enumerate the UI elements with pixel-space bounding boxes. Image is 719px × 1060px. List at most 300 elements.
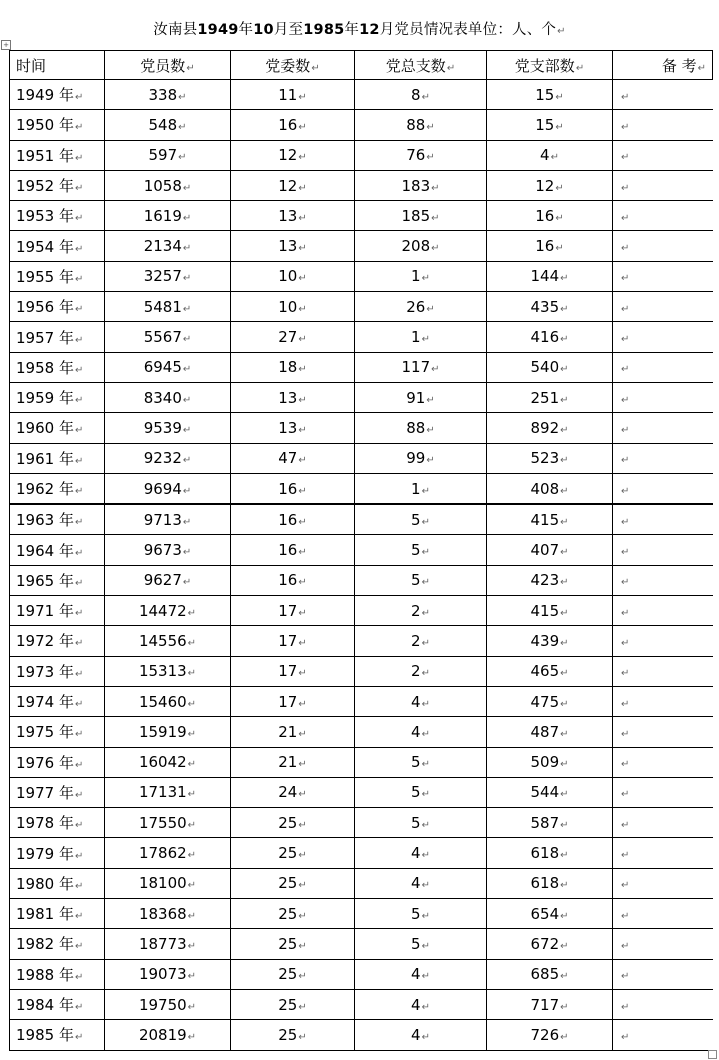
paragraph-mark-icon: ↵ [560,303,569,315]
paragraph-mark-icon: ↵ [298,668,307,680]
paragraph-mark-icon: ↵ [421,577,430,589]
cell-general-branches[interactable]: 4↵ [355,868,487,898]
cell-members[interactable]: 16042↵ [105,747,231,777]
cell-year[interactable]: 1977 年↵ [10,777,105,807]
paragraph-mark-icon: ↵ [74,1032,84,1044]
cell-committees[interactable]: 25↵ [231,989,355,1019]
paragraph-mark-icon: ↵ [421,547,430,559]
cell-members[interactable]: 9673↵ [105,535,231,565]
cell-general-branches[interactable]: 26↵ [355,292,487,322]
cell-members[interactable]: 9627↵ [105,565,231,595]
paragraph-mark-icon: ↵ [560,728,569,740]
paragraph-mark-icon: ↵ [178,121,187,133]
cell-general-branches[interactable]: 5↵ [355,565,487,595]
cell-committees[interactable]: 12↵ [231,140,355,170]
cell-members[interactable]: 14472↵ [105,596,231,626]
paragraph-mark-icon: ↵ [621,728,630,740]
cell-year[interactable]: 1978 年↵ [10,808,105,838]
cell-committees[interactable]: 10↵ [231,261,355,291]
paragraph-mark-icon: ↵ [178,152,187,164]
cell-general-branches[interactable]: 4↵ [355,959,487,989]
paragraph-mark-icon: ↵ [421,485,430,497]
cell-committees[interactable]: 17↵ [231,656,355,686]
cell-committees[interactable]: 17↵ [231,596,355,626]
cell-general-branches[interactable]: 1↵ [355,473,487,504]
cell-members[interactable]: 20819↵ [105,1020,231,1050]
cell-remarks[interactable] [613,899,713,929]
paragraph-mark-icon: ↵ [555,243,564,255]
cell-branches[interactable]: 654↵ [487,899,613,929]
cell-members[interactable]: 338↵ [105,80,231,110]
table-row [10,626,713,656]
cell-remarks[interactable] [613,443,713,473]
cell-members[interactable]: 9694↵ [105,473,231,504]
paragraph-mark-icon: ↵ [421,789,430,801]
paragraph-mark-icon: ↵ [74,668,84,680]
paragraph-mark-icon: ↵ [560,910,569,922]
cell-branches[interactable]: 415↵ [487,596,613,626]
cell-remarks[interactable] [613,413,713,443]
cell-remarks[interactable] [613,656,713,686]
cell-general-branches[interactable]: 183↵ [355,170,487,200]
paragraph-mark-icon: ↵ [298,394,307,406]
cell-general-branches[interactable]: 8↵ [355,80,487,110]
cell-year[interactable]: 1981 年↵ [10,899,105,929]
cell-branches[interactable]: 618↵ [487,868,613,898]
table-resize-handle-icon[interactable] [708,1050,717,1059]
paragraph-mark-icon: ↵ [621,212,630,224]
paragraph-mark-icon: ↵ [178,91,187,103]
cell-members[interactable]: 18100↵ [105,868,231,898]
paragraph-mark-icon: ↵ [187,789,197,801]
cell-year[interactable]: 1980 年↵ [10,868,105,898]
paragraph-mark-icon: ↵ [74,183,84,195]
cell-remarks[interactable] [613,838,713,868]
cell-year[interactable]: 1971 年↵ [10,596,105,626]
paragraph-mark-icon: ↵ [426,121,435,133]
cell-branches[interactable]: 12↵ [487,170,613,200]
title-year-char1: 年 [238,22,254,38]
cell-year[interactable]: 1975 年↵ [10,717,105,747]
table-header-row [10,51,713,80]
title-unit: 单位：人、个 [467,22,557,38]
cell-remarks[interactable] [613,626,713,656]
paragraph-mark-icon: ↵ [182,334,192,346]
paragraph-mark-icon: ↵ [187,850,197,862]
cell-general-branches[interactable]: 5↵ [355,747,487,777]
paragraph-mark-icon: ↵ [298,940,307,952]
cell-year[interactable]: 1954 年↵ [10,231,105,261]
cell-year[interactable]: 1974 年↵ [10,686,105,716]
paragraph-mark-icon: ↵ [74,850,84,862]
header-members: 党员数↵ [105,51,231,80]
paragraph-mark-icon: ↵ [187,607,197,619]
paragraph-mark-icon: ↵ [74,395,84,407]
cell-remarks[interactable] [613,868,713,898]
paragraph-mark-icon: ↵ [621,243,630,255]
cell-committees[interactable]: 25↵ [231,838,355,868]
cell-general-branches[interactable]: 99↵ [355,443,487,473]
cell-general-branches[interactable]: 5↵ [355,808,487,838]
paragraph-mark-icon: ↵ [621,637,630,649]
paragraph-mark-icon: ↵ [74,122,84,134]
header-branches: 党支部数↵ [487,51,613,80]
table-row [10,1020,713,1050]
cell-general-branches[interactable]: 4↵ [355,989,487,1019]
paragraph-mark-icon: ↵ [298,91,307,103]
paragraph-mark-icon: ↵ [182,273,192,285]
cell-year[interactable]: 1956 年↵ [10,292,105,322]
table-row [10,80,713,110]
cell-committees[interactable]: 25↵ [231,868,355,898]
cell-general-branches[interactable]: 5↵ [355,777,487,807]
paragraph-mark-icon: ↵ [560,1031,569,1043]
cell-members[interactable]: 9539↵ [105,413,231,443]
cell-year[interactable]: 1973 年↵ [10,656,105,686]
cell-remarks[interactable] [613,140,713,170]
paragraph-mark-icon: ↵ [421,1001,430,1013]
paragraph-mark-icon: ↵ [187,910,197,922]
cell-members[interactable]: 18773↵ [105,929,231,959]
paragraph-mark-icon: ↵ [421,850,430,862]
cell-year[interactable]: 1953 年↵ [10,201,105,231]
cell-branches[interactable]: 465↵ [487,656,613,686]
cell-year[interactable]: 1955 年↵ [10,261,105,291]
paragraph-mark-icon: ↵ [74,577,84,589]
cell-year[interactable]: 1952 年↵ [10,170,105,200]
cell-year[interactable]: 1979 年↵ [10,838,105,868]
paragraph-mark-icon: ↵ [560,940,569,952]
cell-members[interactable]: 19073↵ [105,959,231,989]
table-move-handle-icon[interactable]: + [1,40,11,50]
paragraph-mark-icon: ↵ [421,759,430,771]
cell-remarks[interactable] [613,80,713,110]
cell-committees[interactable]: 25↵ [231,808,355,838]
cell-general-branches[interactable]: 4↵ [355,1020,487,1050]
cell-year[interactable]: 1985 年↵ [10,1020,105,1050]
cell-committees[interactable]: 10↵ [231,292,355,322]
cell-members[interactable]: 15460↵ [105,686,231,716]
cell-committees[interactable]: 16↵ [231,535,355,565]
cell-general-branches[interactable]: 208↵ [355,231,487,261]
paragraph-mark-icon: ↵ [182,577,192,589]
paragraph-mark-icon: ↵ [421,940,430,952]
cell-general-branches[interactable]: 117↵ [355,352,487,382]
paragraph-mark-icon: ↵ [74,820,84,832]
paragraph-mark-icon: ↵ [560,577,569,589]
cell-committees[interactable]: 25↵ [231,959,355,989]
paragraph-mark-icon: ↵ [431,364,440,376]
cell-committees[interactable]: 25↵ [231,899,355,929]
cell-members[interactable]: 17550↵ [105,808,231,838]
cell-committees[interactable]: 21↵ [231,747,355,777]
cell-general-branches[interactable]: 2↵ [355,596,487,626]
cell-members[interactable]: 15313↵ [105,656,231,686]
cell-members[interactable]: 6945↵ [105,352,231,382]
cell-general-branches[interactable]: 5↵ [355,535,487,565]
cell-general-branches[interactable]: 4↵ [355,838,487,868]
cell-remarks[interactable] [613,292,713,322]
cell-committees[interactable]: 21↵ [231,717,355,747]
cell-remarks[interactable] [613,747,713,777]
cell-branches[interactable]: 587↵ [487,808,613,838]
cell-members[interactable]: 5567↵ [105,322,231,352]
cell-committees[interactable]: 18↵ [231,352,355,382]
cell-year[interactable]: 1964 年↵ [10,535,105,565]
party-members-table [9,50,713,1051]
table-row [10,261,713,291]
paragraph-mark-icon: ↵ [621,940,630,952]
cell-committees[interactable]: 27↵ [231,322,355,352]
paragraph-mark-icon: ↵ [298,698,307,710]
cell-members[interactable]: 15919↵ [105,717,231,747]
cell-remarks[interactable] [613,717,713,747]
cell-general-branches[interactable]: 1↵ [355,261,487,291]
cell-branches[interactable]: 144↵ [487,261,613,291]
cell-branches[interactable]: 407↵ [487,535,613,565]
paragraph-mark-icon: ↵ [74,486,84,497]
cell-year[interactable]: 1958 年↵ [10,352,105,382]
cell-remarks[interactable] [613,382,713,412]
cell-general-branches[interactable]: 185↵ [355,201,487,231]
cell-remarks[interactable] [613,686,713,716]
cell-general-branches[interactable]: 88↵ [355,110,487,140]
cell-remarks[interactable] [613,352,713,382]
cell-remarks[interactable] [613,322,713,352]
paragraph-mark-icon: ↵ [298,455,307,467]
cell-branches[interactable]: 672↵ [487,929,613,959]
paragraph-mark-icon: ↵ [182,394,192,406]
cell-branches[interactable]: 487↵ [487,717,613,747]
paragraph-mark-icon: ↵ [74,941,84,953]
paragraph-mark-icon: ↵ [182,485,192,497]
cell-year[interactable]: 1976 年↵ [10,747,105,777]
cell-branches[interactable]: 15↵ [487,110,613,140]
cell-year[interactable]: 1972 年↵ [10,626,105,656]
cell-branches[interactable]: 685↵ [487,959,613,989]
paragraph-mark-icon: ↵ [187,698,197,710]
cell-year[interactable]: 1982 年↵ [10,929,105,959]
cell-members[interactable]: 9713↵ [105,504,231,535]
cell-committees[interactable]: 11↵ [231,80,355,110]
cell-committees[interactable]: 24↵ [231,777,355,807]
cell-year[interactable]: 1965 年↵ [10,565,105,595]
cell-remarks[interactable] [613,110,713,140]
paragraph-mark-icon: ↵ [621,759,630,771]
paragraph-mark-icon: ↵ [74,1002,84,1014]
cell-branches[interactable]: 416↵ [487,322,613,352]
cell-remarks[interactable] [613,473,713,504]
paragraph-mark-icon: ↵ [74,880,84,892]
paragraph-mark-icon: ↵ [560,455,569,467]
cell-year[interactable]: 1961 年↵ [10,443,105,473]
cell-branches[interactable]: 892↵ [487,413,613,443]
cell-remarks[interactable] [613,989,713,1019]
cell-remarks[interactable] [613,504,713,535]
cell-members[interactable]: 3257↵ [105,261,231,291]
cell-year[interactable]: 1963 年↵ [10,504,105,535]
paragraph-mark-icon: ↵ [74,608,84,620]
paragraph-mark-icon: ↵ [560,637,569,649]
cell-branches[interactable]: 4↵ [487,140,613,170]
cell-committees[interactable]: 25↵ [231,929,355,959]
cell-branches[interactable]: 509↵ [487,747,613,777]
cell-general-branches[interactable]: 5↵ [355,504,487,535]
cell-committees[interactable]: 12↵ [231,170,355,200]
paragraph-mark-icon: ↵ [187,880,197,892]
cell-remarks[interactable] [613,929,713,959]
cell-general-branches[interactable]: 2↵ [355,656,487,686]
paragraph-mark-icon: ↵ [421,637,430,649]
cell-members[interactable]: 19750↵ [105,989,231,1019]
paragraph-mark-icon: ↵ [74,243,84,255]
paragraph-mark-icon: ↵ [187,728,197,740]
paragraph-mark-icon: ↵ [560,668,569,680]
cell-members[interactable]: 8340↵ [105,382,231,412]
cell-year[interactable]: 1959 年↵ [10,382,105,412]
cell-committees[interactable]: 47↵ [231,443,355,473]
title-year2: 1985 [303,22,345,38]
cell-committees[interactable]: 13↵ [231,382,355,412]
cell-branches[interactable]: 726↵ [487,1020,613,1050]
cell-members[interactable]: 597↵ [105,140,231,170]
paragraph-mark-icon: ↵ [182,547,192,559]
cell-members[interactable]: 17131↵ [105,777,231,807]
cell-committees[interactable]: 16↵ [231,110,355,140]
cell-members[interactable]: 14556↵ [105,626,231,656]
cell-branches[interactable]: 16↵ [487,231,613,261]
cell-year[interactable]: 1951 年↵ [10,140,105,170]
cell-committees[interactable]: 13↵ [231,201,355,231]
cell-branches[interactable]: 544↵ [487,777,613,807]
paragraph-mark-icon: ↵ [298,273,307,285]
cell-branches[interactable]: 423↵ [487,565,613,595]
cell-remarks[interactable] [613,596,713,626]
cell-branches[interactable]: 439↵ [487,626,613,656]
cell-branches[interactable]: 15↵ [487,80,613,110]
cell-general-branches[interactable]: 1↵ [355,322,487,352]
cell-branches[interactable]: 717↵ [487,989,613,1019]
paragraph-mark-icon: ↵ [74,425,84,437]
cell-branches[interactable]: 475↵ [487,686,613,716]
paragraph-mark-icon: ↵ [182,364,192,376]
cell-general-branches[interactable]: 76↵ [355,140,487,170]
cell-remarks[interactable] [613,201,713,231]
cell-year[interactable]: 1960 年↵ [10,413,105,443]
paragraph-mark-icon: ↵ [560,850,569,862]
cell-members[interactable]: 1619↵ [105,201,231,231]
table-row [10,989,713,1019]
title-month2: 12 [359,22,380,38]
cell-general-branches[interactable]: 5↵ [355,899,487,929]
cell-branches[interactable]: 16↵ [487,201,613,231]
cell-remarks[interactable] [613,1020,713,1050]
cell-remarks[interactable] [613,565,713,595]
cell-general-branches[interactable]: 91↵ [355,382,487,412]
cell-members[interactable]: 5481↵ [105,292,231,322]
cell-committees[interactable]: 16↵ [231,473,355,504]
paragraph-mark-icon: ↵ [621,273,630,285]
paragraph-mark-icon: ↵ [421,728,430,740]
cell-general-branches[interactable]: 4↵ [355,717,487,747]
paragraph-mark-icon: ↵ [182,212,192,224]
paragraph-mark-icon: ↵ [621,152,630,164]
cell-year[interactable]: 1950 年↵ [10,110,105,140]
cell-committees[interactable]: 16↵ [231,565,355,595]
paragraph-mark-icon: ↵ [74,911,84,923]
cell-general-branches[interactable]: 2↵ [355,626,487,656]
cell-branches[interactable]: 435↵ [487,292,613,322]
cell-members[interactable]: 2134↵ [105,231,231,261]
cell-members[interactable]: 548↵ [105,110,231,140]
cell-general-branches[interactable]: 5↵ [355,929,487,959]
cell-committees[interactable]: 25↵ [231,1020,355,1050]
cell-year[interactable]: 1957 年↵ [10,322,105,352]
cell-branches[interactable]: 523↵ [487,443,613,473]
paragraph-mark-icon: ↵ [426,455,435,467]
paragraph-mark-icon: ↵ [74,759,84,771]
cell-committees[interactable]: 17↵ [231,686,355,716]
cell-general-branches[interactable]: 88↵ [355,413,487,443]
cell-year[interactable]: 1962 年↵ [10,473,105,504]
cell-members[interactable]: 18368↵ [105,899,231,929]
cell-branches[interactable]: 618↵ [487,838,613,868]
paragraph-mark-icon: ↵ [74,92,84,104]
paragraph-mark-icon: ↵ [555,121,564,133]
paragraph-mark-icon: ↵ [421,971,430,983]
paragraph-mark-icon: ↵ [621,424,630,436]
page-title [0,18,719,39]
cell-branches[interactable]: 408↵ [487,473,613,504]
paragraph-mark-icon: ↵ [621,303,630,315]
cell-remarks[interactable] [613,231,713,261]
cell-committees[interactable]: 13↵ [231,231,355,261]
table-row [10,413,713,443]
cell-general-branches[interactable]: 4↵ [355,686,487,716]
cell-branches[interactable]: 415↵ [487,504,613,535]
cell-branches[interactable]: 251↵ [487,382,613,412]
header-committees: 党委数↵ [231,51,355,80]
paragraph-mark-icon: ↵ [621,394,630,406]
cell-remarks[interactable] [613,777,713,807]
cell-members[interactable]: 1058↵ [105,170,231,200]
cell-committees[interactable]: 16↵ [231,504,355,535]
paragraph-mark-icon: ↵ [560,971,569,983]
paragraph-mark-icon: ↵ [621,819,630,831]
cell-committees[interactable]: 17↵ [231,626,355,656]
table-row [10,899,713,929]
cell-year[interactable]: 1984 年↵ [10,989,105,1019]
paragraph-mark-icon: ↵ [621,516,630,528]
cell-branches[interactable]: 540↵ [487,352,613,382]
paragraph-mark-icon: ↵ [298,789,307,801]
cell-year[interactable]: 1988 年↵ [10,959,105,989]
cell-members[interactable]: 17862↵ [105,838,231,868]
paragraph-mark-icon: ↵ [560,485,569,497]
cell-remarks[interactable] [613,170,713,200]
cell-committees[interactable]: 13↵ [231,413,355,443]
cell-remarks[interactable] [613,535,713,565]
cell-year[interactable]: 1949 年↵ [10,80,105,110]
cell-remarks[interactable] [613,808,713,838]
cell-remarks[interactable] [613,959,713,989]
table-row [10,352,713,382]
paragraph-mark-icon: ↵ [298,880,307,892]
cell-remarks[interactable] [613,261,713,291]
table-row [10,959,713,989]
cell-members[interactable]: 9232↵ [105,443,231,473]
paragraph-mark-icon: ↵ [421,273,430,285]
